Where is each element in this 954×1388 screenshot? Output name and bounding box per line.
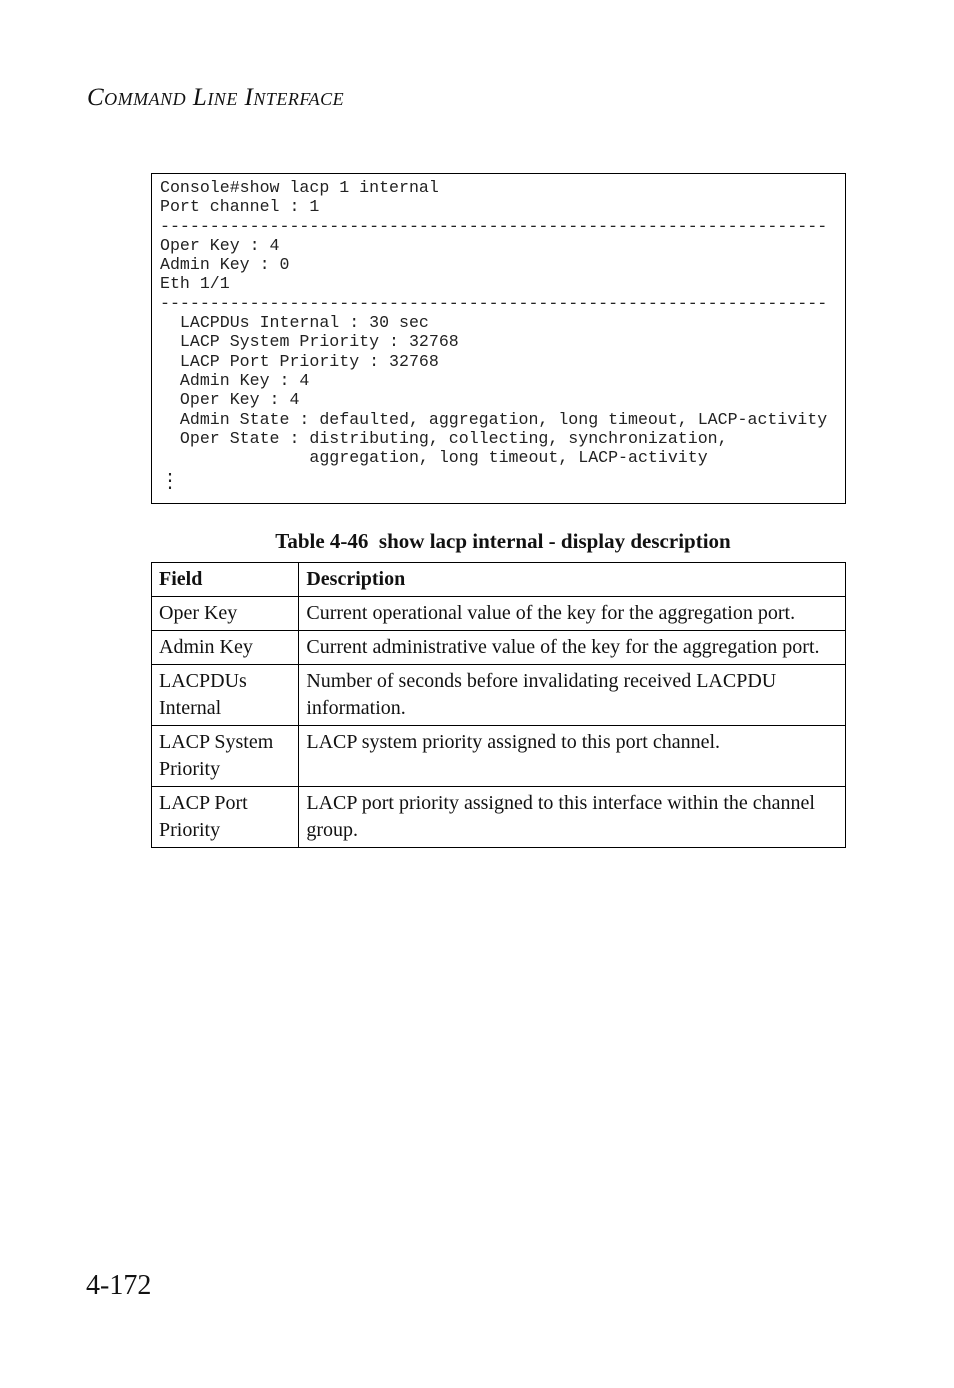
console-line: LACP Port Priority : 32768 bbox=[160, 351, 439, 371]
console-line: LACP System Priority : 32768 bbox=[160, 332, 459, 352]
table-row bbox=[152, 787, 846, 848]
column-header-field: Field bbox=[152, 563, 299, 597]
console-line: Eth 1/1 bbox=[160, 274, 230, 294]
console-line: Admin Key : 0 bbox=[160, 255, 290, 275]
description-cell: Current administrative value of the key for the aggregation port. bbox=[299, 631, 846, 665]
console-line: Oper State : distributing, collecting, synchronization, bbox=[160, 428, 728, 448]
description-cell: Current operational value of the key for the aggregation port. bbox=[299, 597, 846, 631]
console-line: Admin Key : 4 bbox=[160, 370, 310, 390]
description-cell: Number of seconds before invalidating received LACPDU information. bbox=[299, 665, 846, 726]
description-table bbox=[151, 562, 846, 848]
table-row bbox=[152, 597, 846, 631]
table-header-row bbox=[152, 563, 846, 597]
continuation-ellipsis: ⋮ bbox=[160, 470, 180, 493]
console-line: Admin State : defaulted, aggregation, long timeout, LACP-activity bbox=[160, 409, 828, 429]
page-number: 4-172 bbox=[86, 1270, 152, 1301]
running-header: Command Line Interface bbox=[87, 84, 345, 111]
field-cell: Oper Key bbox=[152, 597, 299, 631]
console-line: Oper Key : 4 bbox=[160, 235, 280, 255]
table-caption: Table 4-46 show lacp internal - display description bbox=[275, 529, 731, 553]
field-cell: LACP System Priority bbox=[152, 726, 299, 787]
console-line: aggregation, long timeout, LACP-activity bbox=[160, 448, 708, 468]
console-line: LACPDUs Internal : 30 sec bbox=[160, 313, 429, 333]
field-cell: LACPDUs Internal bbox=[152, 665, 299, 726]
console-output-box bbox=[151, 173, 846, 504]
description-cell: LACP port priority assigned to this interface within the channel group. bbox=[299, 787, 846, 848]
table-row bbox=[152, 726, 846, 787]
console-line: Oper Key : 4 bbox=[160, 390, 300, 410]
console-separator: ------------------------------------------------------------------- bbox=[160, 293, 828, 313]
column-header-description: Description bbox=[299, 563, 846, 597]
console-line: Port channel : 1 bbox=[160, 197, 320, 217]
console-line: Console#show lacp 1 internal bbox=[160, 178, 439, 197]
field-cell: Admin Key bbox=[152, 631, 299, 665]
field-cell: LACP Port Priority bbox=[152, 787, 299, 848]
table-row bbox=[152, 665, 846, 726]
console-separator: ------------------------------------------------------------------- bbox=[160, 216, 828, 236]
description-cell: LACP system priority assigned to this port channel. bbox=[299, 726, 846, 787]
table-row bbox=[152, 631, 846, 665]
